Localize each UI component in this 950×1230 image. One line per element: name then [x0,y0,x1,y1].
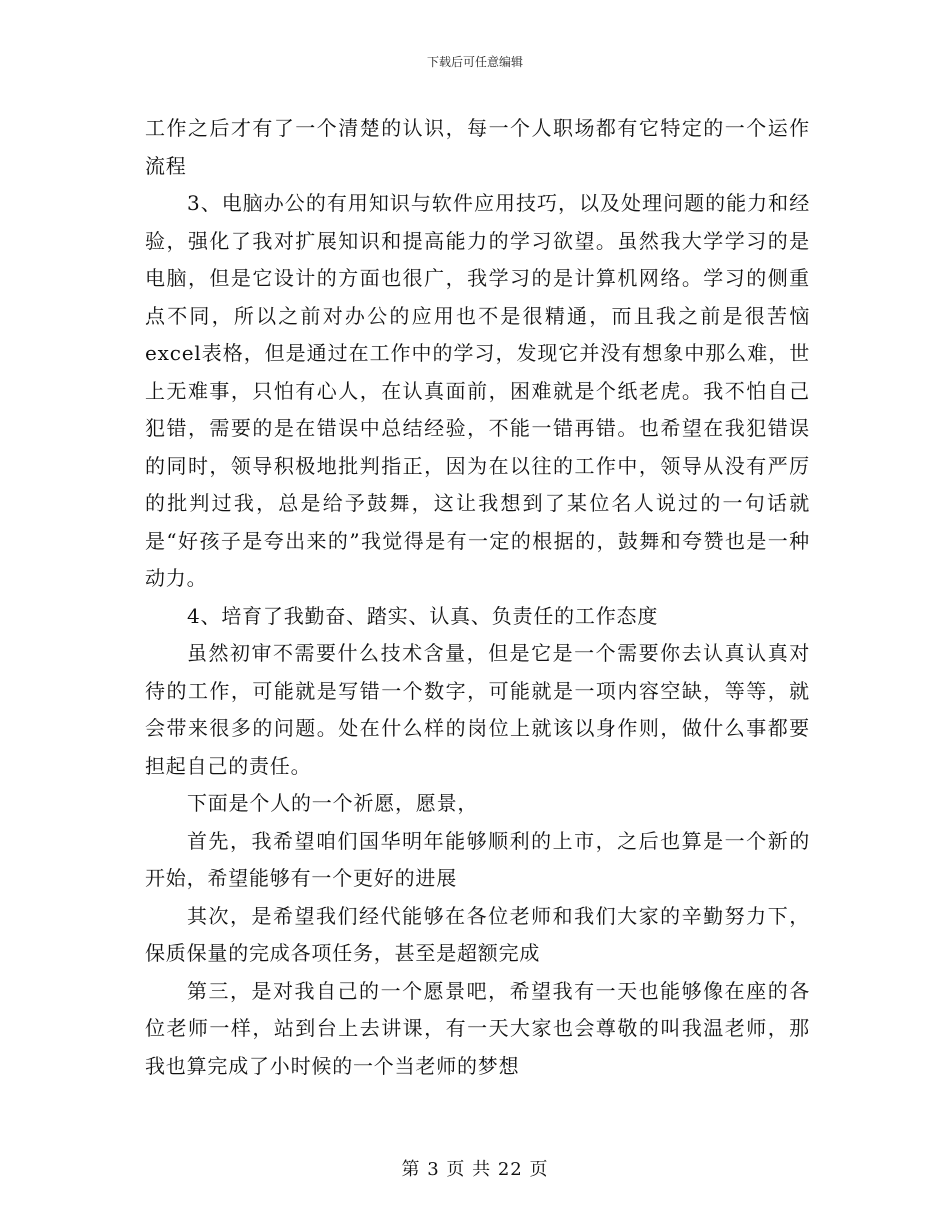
paragraph-8: 第三，是对我自己的一个愿景吧，希望我有一天也能够像在座的各位老师一样，站到台上去讲课，有一天大家也会尊敬的叫我温老师，那我也算完成了小时候的一个当老师的梦想 [145,978,810,1078]
paragraph-1: 工作之后才有了一个清楚的认识，每一个人职场都有它特定的一个运作流程 [145,116,810,178]
paragraph-3: 4、培育了我勤奋、踏实、认真、负责任的工作态度 [187,603,659,628]
page-number-footer: 第 3 页 共 22 页 [401,1159,549,1180]
paragraph-6: 首先，我希望咱们国华明年能够顺利的上市，之后也算是一个新的开始，希望能够有一个更好的进展 [145,828,810,890]
header-note: 下载后可任意编辑 [426,55,523,69]
document-body [145,110,810,1085]
paragraph-4: 虽然初审不需要什么技术含量，但是它是一个需要你去认真认真对待的工作，可能就是写错一个数字，可能就是一项内容空缺，等等，就会带来很多的问题。处在什么样的岗位上就该以身作则，做什么事都要担起自己的责任。 [145,641,810,778]
paragraph-5: 下面是个人的一个祈愿，愿景， [187,791,479,815]
paragraph-2: 3、电脑办公的有用知识与软件应用技巧，以及处理问题的能力和经验，强化了我对扩展知识和提高能力的学习欲望。虽然我大学学习的是电脑，但是它设计的方面也很广，我学习的是计算机网络。学习的侧重点不同，所以之前对办公的应用也不是很精通，而且我之前是很苦恼excel表格，但是通过在工作中的学习，发现它并没有想象中那么难，世上无难事，只怕有心人，在认真面前，困难就是个纸老虎。我不怕自己犯错，需要的是在错误中总结经验，不能一错再错。也希望在我犯错误的同时，领导积极地批判指正，因为在以往的工作中，领导从没有严厉的批判过我，总是给予鼓舞，这让我想到了某位名人说过的一句话就是“好孩子是夸出来的”我觉得是有一定的根据的，鼓舞和夸赞也是一种动力。 [145,191,810,590]
paragraph-7: 其次，是希望我们经代能够在各位老师和我们大家的辛勤努力下，保质保量的完成各项任务，甚至是超额完成 [145,903,810,965]
